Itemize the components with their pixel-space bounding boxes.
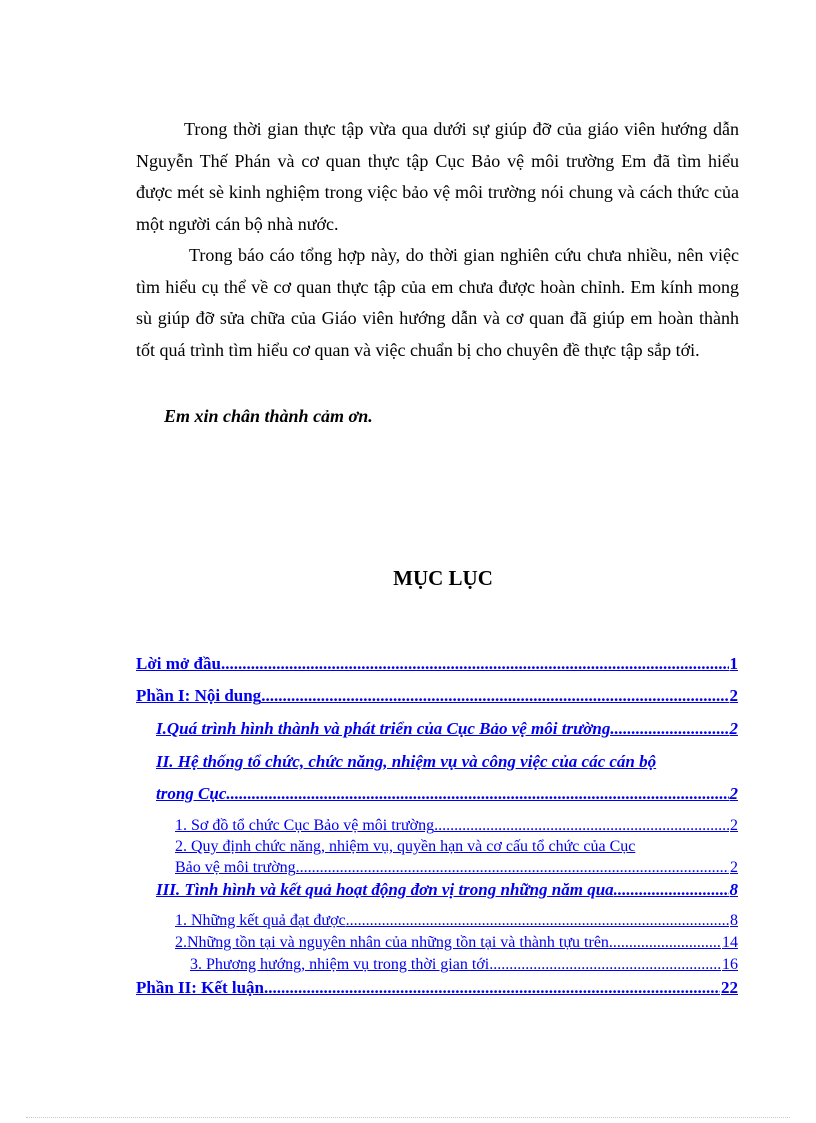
toc-leader-dots — [346, 912, 729, 930]
toc-entry-page: 8 — [730, 912, 738, 929]
toc-entry-page: 2 — [729, 784, 738, 803]
toc-entry-text: 3. Phương hướng, nhiệm vụ trong thời gian tới — [190, 956, 490, 973]
toc-leader-dots — [609, 934, 721, 952]
toc-leader-dots — [489, 956, 721, 974]
toc-entry-text: 2.Những tồn tại và nguyên nhân của những tồn tại và thành tựu trên — [175, 934, 609, 951]
toc-entry-page: 8 — [729, 880, 738, 899]
toc-entry-section-2-line-1[interactable] — [156, 752, 656, 772]
toc-entry-3-2[interactable] — [175, 934, 738, 952]
toc-entry-3-3[interactable] — [190, 956, 738, 974]
toc-leader-dots — [264, 978, 720, 998]
toc-title: MỤC LỤC — [393, 566, 493, 590]
toc-entry-page: 2 — [730, 859, 738, 876]
toc-entry-text: III. Tình hình và kết quả hoạt động đơn vị trong những năm qua — [156, 880, 614, 899]
toc-entry-page: 16 — [722, 956, 738, 973]
toc-entry-page: 22 — [721, 978, 738, 997]
toc-leader-dots — [221, 654, 729, 674]
toc-leader-dots — [434, 817, 729, 835]
toc-entry-text: Phần I: Nội dung — [136, 686, 262, 705]
toc-entry-text: 1. Những kết quả đạt được — [175, 912, 346, 929]
toc-entry-section-1[interactable] — [156, 719, 738, 739]
toc-leader-dots — [296, 859, 729, 877]
toc-entry-page: 2 — [730, 817, 738, 834]
toc-entry-text: II. Hệ thống tổ chức, chức năng, nhiệm vụ và công việc của các cán bộ — [156, 752, 657, 771]
toc-entry-page: 1 — [729, 654, 738, 673]
toc-entry-3-1[interactable] — [175, 912, 738, 930]
toc-entry-intro[interactable] — [136, 654, 738, 674]
toc-entry-part-1[interactable] — [136, 686, 738, 706]
toc-entry-page: 2 — [729, 719, 738, 738]
toc-leader-dots — [226, 784, 728, 804]
toc-leader-dots — [614, 880, 729, 900]
toc-entry-text: I.Quá trình hình thành và phát triển của Cục Bảo vệ môi trường — [156, 719, 611, 738]
toc-entry-section-2-line-2[interactable] — [156, 784, 738, 804]
toc-entry-page: 14 — [722, 934, 738, 951]
toc-entry-2-2-line-1[interactable] — [175, 838, 635, 856]
toc-entry-2-2-line-2[interactable] — [175, 859, 738, 877]
toc-leader-dots — [610, 719, 728, 739]
toc-entry-text: Lời mở đầu — [136, 654, 221, 673]
toc-entry-text: Phần II: Kết luận — [136, 978, 264, 997]
toc-entry-text: trong Cục — [156, 784, 227, 803]
intro-paragraph-2: Trong báo cáo tổng hợp này, do thời gian nghiên cứu chưa nhiều, nên việc tìm hiểu cụ thể về cơ quan thực tập của em chưa được hoàn chỉnh. Em kính mong sù giúp đỡ sửa chữa của Giáo viên hướng dẫn và cơ quan đã giúp em hoàn thành tốt quá trình tìm hiểu cơ quan và việc chuẩn bị cho chuyên đề thực tập sắp tới. — [136, 245, 739, 360]
toc-entry-2-1[interactable] — [175, 817, 738, 835]
page-bottom-divider — [26, 1117, 790, 1118]
toc-entry-text: 1. Sơ đồ tổ chức Cục Bảo vệ môi trường — [175, 817, 435, 834]
thanks-line: Em xin chân thành cảm ơn. — [164, 406, 373, 426]
intro-paragraph-1: Trong thời gian thực tập vừa qua dưới sự giúp đỡ của giáo viên hướng dẫn Nguyễn Thế Phán và cơ quan thực tập Cục Bảo vệ môi trường Em đã tìm hiểu được mét sè kinh nghiệm trong việc bảo vệ môi trường nói chung và cách thức của một người cán bộ nhà nước. — [136, 119, 739, 234]
toc-entry-page: 2 — [729, 686, 738, 705]
toc-entry-text: Bảo vệ môi trường — [175, 859, 296, 876]
toc-entry-text: 2. Quy định chức năng, nhiệm vụ, quyền hạn và cơ cấu tổ chức của Cục — [175, 838, 636, 855]
toc-entry-part-2[interactable] — [136, 978, 738, 998]
toc-entry-section-3[interactable] — [156, 880, 738, 900]
toc-leader-dots — [261, 686, 728, 706]
